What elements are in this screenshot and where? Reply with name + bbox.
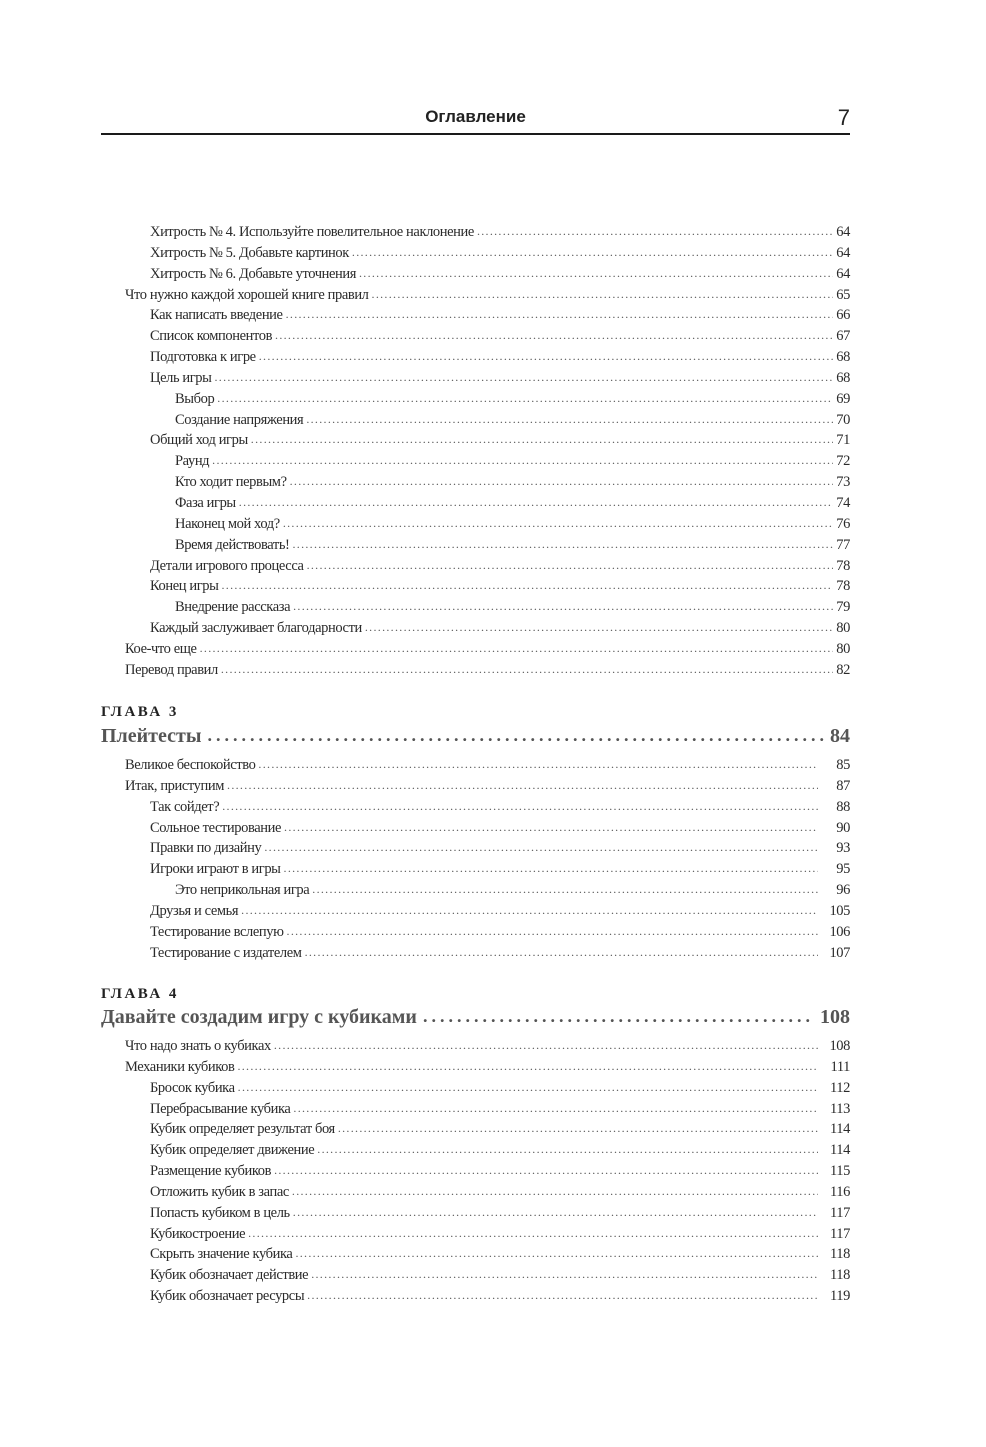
leader-dots <box>312 879 818 900</box>
chapter-3-page: 84 <box>830 725 850 747</box>
toc-entry-page: 87 <box>836 777 850 794</box>
toc-entry-page: 68 <box>836 349 850 366</box>
toc-entry-title: Список компонентов <box>150 328 273 345</box>
toc-entry-title: Итак, приступим <box>125 777 225 794</box>
toc-entry-page: 113 <box>829 1100 850 1117</box>
toc-entry-title: Перебрасывание кубика <box>150 1100 291 1117</box>
toc-entry-page: 70 <box>836 411 850 428</box>
toc-entry <box>101 1078 850 1099</box>
leader-dots <box>295 1243 818 1264</box>
toc-entry-title: Цель игры <box>150 369 212 386</box>
toc-entry <box>101 305 850 326</box>
leader-dots <box>207 725 824 746</box>
chapter-4-entries <box>101 1036 850 1307</box>
toc-entry-page: 93 <box>836 840 850 857</box>
toc-entry <box>101 243 850 264</box>
toc-entry-page: 80 <box>836 640 850 657</box>
leader-dots <box>222 796 818 817</box>
leader-dots <box>286 304 834 325</box>
leader-dots <box>239 492 834 513</box>
leader-dots <box>287 921 818 942</box>
toc-entry <box>101 368 850 389</box>
toc-entry <box>101 430 850 451</box>
toc-entry-page: 85 <box>836 757 850 773</box>
toc-entry-page: 77 <box>836 536 850 553</box>
toc-entry <box>101 797 850 818</box>
toc-entry-page: 88 <box>836 798 850 815</box>
leader-dots <box>221 575 833 596</box>
leader-dots <box>214 367 833 388</box>
toc-entry-title: Сольное тестирование <box>150 819 282 836</box>
toc-entry-page: 74 <box>836 494 850 511</box>
leader-dots <box>477 221 833 242</box>
toc-entry-title: Кубик обозначает ресурсы <box>150 1288 305 1305</box>
toc-entry-page: 78 <box>836 578 850 595</box>
toc-entry <box>101 1286 850 1307</box>
leader-dots <box>283 513 833 534</box>
toc-entry-title: Кубикостроение <box>150 1225 246 1242</box>
toc-entry-title: Общий ход игры <box>150 432 248 449</box>
toc-entry-title: Правки по дизайну <box>150 840 262 857</box>
toc-entry <box>101 1161 850 1182</box>
chapter-4-label: ГЛАВА 4 <box>101 986 179 1002</box>
leader-dots <box>311 1264 818 1285</box>
chapter-3-label: ГЛАВА 3 <box>101 704 179 720</box>
toc-entry-title: Друзья и семья <box>150 902 239 919</box>
leader-dots <box>292 534 833 555</box>
toc-entry-page: 108 <box>829 1038 850 1054</box>
toc-entry-title: Что нужно каждой хорошей книге правил <box>125 286 369 303</box>
leader-dots <box>212 450 833 471</box>
leader-dots <box>221 659 833 680</box>
toc-entry-page: 105 <box>829 902 850 919</box>
leader-dots <box>293 1202 818 1223</box>
toc-entry-page: 114 <box>829 1142 850 1159</box>
toc-entry-title: Попасть кубиком в цель <box>150 1204 290 1221</box>
toc-entry <box>101 639 850 660</box>
toc-entry-title: Перевод правил <box>125 661 218 678</box>
leader-dots <box>338 1118 818 1139</box>
toc-entry-page: 114 <box>829 1121 850 1138</box>
chapter-4-title: Давайте создадим игру с кубиками <box>101 1006 417 1028</box>
toc-entry <box>101 1182 850 1203</box>
leader-dots <box>359 263 833 284</box>
toc-entry-title: Внедрение рассказа <box>175 599 291 616</box>
toc-entry-title: Подготовка к игре <box>150 349 256 366</box>
chapter-3-title: Плейтесты <box>101 725 202 747</box>
toc-entry-title: Это неприкольная игра <box>175 882 310 899</box>
toc-entry-title: Раунд <box>175 453 210 470</box>
leader-dots <box>275 325 833 346</box>
toc-entry-page: 72 <box>836 453 850 470</box>
toc-entry-page: 118 <box>829 1267 850 1284</box>
toc-entry <box>101 1140 850 1161</box>
toc-entry <box>101 1036 850 1057</box>
leader-dots <box>259 346 834 367</box>
leader-dots <box>274 1160 818 1181</box>
toc-entry <box>101 880 850 901</box>
chapter-3-title-row <box>101 725 850 748</box>
toc-entry <box>101 1119 850 1140</box>
toc-entry-page: 82 <box>836 661 850 678</box>
toc-entry-page: 65 <box>836 286 850 303</box>
toc-entry <box>101 576 850 597</box>
toc-entry-page: 115 <box>829 1163 850 1180</box>
toc-entry-title: Размещение кубиков <box>150 1163 272 1180</box>
toc-entry-title: Так сойдет? <box>150 798 220 815</box>
toc-entry-page: 117 <box>829 1225 850 1242</box>
toc-entry-title: Хитрость № 5. Добавьте картинок <box>150 244 349 261</box>
toc-entry-title: Как написать введение <box>150 307 283 324</box>
leader-dots <box>307 1285 818 1306</box>
toc-entry <box>101 1057 850 1078</box>
toc-entry <box>101 514 850 535</box>
toc-entry-page: 68 <box>836 369 850 386</box>
leader-dots <box>372 284 834 305</box>
toc-entry-title: Тестирование с издателем <box>150 944 302 961</box>
toc-entry <box>101 776 850 797</box>
toc-entry-title: Игроки играют в игры <box>150 861 281 878</box>
toc-entry-title: Детали игрового процесса <box>150 557 304 574</box>
toc-entry <box>101 493 850 514</box>
toc-entry-page: 112 <box>829 1079 850 1096</box>
leader-dots <box>293 596 833 617</box>
toc-entry <box>101 472 850 493</box>
toc-entry <box>101 1224 850 1245</box>
toc-entry <box>101 901 850 922</box>
toc-entry <box>101 556 850 577</box>
leader-dots <box>200 638 834 659</box>
toc-entry-page: 76 <box>836 515 850 532</box>
leader-dots <box>307 555 834 576</box>
toc-entry-page: 95 <box>836 861 850 878</box>
toc-entry-title: Выбор <box>175 390 215 407</box>
toc-entry-page: 78 <box>836 557 850 574</box>
toc-entry <box>101 943 850 964</box>
chapter-4-page: 108 <box>820 1006 850 1028</box>
toc-entry-page: 73 <box>836 474 850 491</box>
leader-dots <box>251 429 834 450</box>
toc-entry <box>101 618 850 639</box>
toc-entry <box>101 410 850 431</box>
leader-dots <box>264 837 818 858</box>
toc-entry-title: Кубик обозначает действие <box>150 1267 309 1284</box>
leader-dots <box>237 1056 818 1077</box>
leader-dots <box>217 388 833 409</box>
toc-entry <box>101 222 850 243</box>
toc-entry-title: Хитрость № 6. Добавьте уточнения <box>150 265 356 282</box>
toc-entry-page: 67 <box>836 328 850 345</box>
toc-entry-page: 116 <box>829 1183 850 1200</box>
toc-entry-title: Великое беспокойство <box>125 757 256 773</box>
leader-dots <box>274 1035 818 1056</box>
toc-entry-title: Хитрость № 4. Используйте повелительное наклонение <box>150 224 474 240</box>
toc-entry <box>101 859 850 880</box>
chapter-4-title-row <box>101 1006 850 1029</box>
leader-dots <box>365 617 833 638</box>
toc-entry-title: Создание напряжения <box>175 411 304 428</box>
toc-entry-page: 117 <box>829 1204 850 1221</box>
toc-entry <box>101 389 850 410</box>
toc-entry-page: 106 <box>829 923 850 940</box>
toc-entry <box>101 818 850 839</box>
toc-entry-title: Время действовать! <box>175 536 290 553</box>
toc-entry <box>101 1265 850 1286</box>
toc-entry <box>101 535 850 556</box>
toc-entry-page: 71 <box>836 432 850 449</box>
toc-entry-title: Кубик определяет результат боя <box>150 1121 335 1138</box>
toc-entry-page: 64 <box>836 265 850 282</box>
toc-entry-page: 64 <box>836 244 850 261</box>
leader-dots <box>284 858 818 879</box>
toc-entry-title: Наконец мой ход? <box>175 515 280 532</box>
toc-entry-page: 96 <box>836 882 850 899</box>
toc-entry-page: 79 <box>836 599 850 616</box>
toc-entry <box>101 838 850 859</box>
leader-dots <box>241 900 818 921</box>
leader-dots <box>317 1139 818 1160</box>
leader-dots <box>238 1077 818 1098</box>
toc-entry-title: Кое-что еще <box>125 640 197 657</box>
toc-entry <box>101 1203 850 1224</box>
toc-entry-title: Что надо знать о кубиках <box>125 1038 271 1054</box>
toc-entry <box>101 1244 850 1265</box>
toc-entry <box>101 347 850 368</box>
toc-entry <box>101 922 850 943</box>
toc-entry-title: Тестирование вслепую <box>150 923 284 940</box>
leader-dots <box>352 242 833 263</box>
toc-entry-title: Кто ходит первым? <box>175 474 287 491</box>
toc-entry-page: 118 <box>829 1246 850 1263</box>
toc-entry-page: 107 <box>829 944 850 961</box>
leader-dots <box>248 1223 818 1244</box>
header-page-number: 7 <box>837 105 850 130</box>
header-title: Оглавление <box>425 107 526 126</box>
toc-entry-title: Бросок кубика <box>150 1079 235 1096</box>
chapter-3-entries <box>101 755 850 963</box>
toc-entry-page: 69 <box>836 390 850 407</box>
toc-entry-page: 90 <box>836 819 850 836</box>
leader-dots <box>258 754 818 775</box>
toc-entry-page: 80 <box>836 620 850 637</box>
running-header <box>101 103 850 135</box>
leader-dots <box>292 1181 818 1202</box>
toc-entry <box>101 285 850 306</box>
toc-entry <box>101 264 850 285</box>
toc-entry-title: Конец игры <box>150 578 219 595</box>
toc-entry <box>101 597 850 618</box>
toc-entry-page: 111 <box>830 1058 850 1075</box>
leader-dots <box>305 942 818 963</box>
toc-entry-title: Скрыть значение кубика <box>150 1246 293 1263</box>
toc-entry-page: 64 <box>836 224 850 240</box>
leader-dots <box>290 471 834 492</box>
toc-entry <box>101 326 850 347</box>
toc-entry-title: Механики кубиков <box>125 1058 235 1075</box>
leader-dots <box>284 817 818 838</box>
toc-entry-title: Отложить кубик в запас <box>150 1183 289 1200</box>
toc-section-continued <box>101 222 850 681</box>
leader-dots <box>306 409 833 430</box>
toc-entry-page: 66 <box>836 307 850 324</box>
toc-entry <box>101 755 850 776</box>
toc-entry-page: 119 <box>829 1288 850 1305</box>
toc-entry <box>101 1099 850 1120</box>
toc-entry <box>101 660 850 681</box>
leader-dots <box>423 1006 814 1027</box>
leader-dots <box>293 1098 818 1119</box>
toc-entry-title: Кубик определяет движение <box>150 1142 315 1159</box>
leader-dots <box>227 775 818 796</box>
toc-entry-title: Каждый заслуживает благодарности <box>150 620 362 637</box>
toc-entry <box>101 451 850 472</box>
toc-entry-title: Фаза игры <box>175 494 236 511</box>
